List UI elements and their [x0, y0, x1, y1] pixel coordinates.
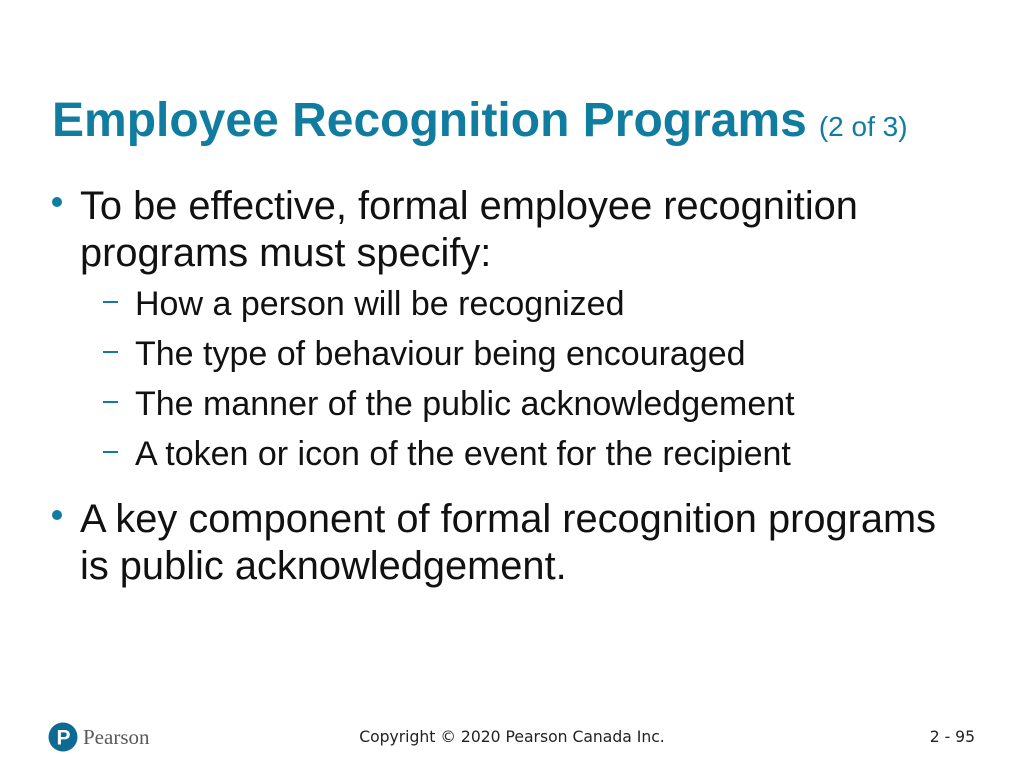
- sub-bullet-item: [0, 379, 1024, 429]
- title-text: Employee Recognition Programs: [52, 94, 807, 147]
- bullet-dot-icon: [52, 197, 62, 207]
- sub-bullet-item: [0, 329, 1024, 379]
- bullet-item: [0, 496, 1024, 590]
- copyright-notice: Copyright © 2020 Pearson Canada Inc.: [359, 728, 665, 746]
- dash-icon: [103, 301, 118, 303]
- title-part-indicator: (2 of 3): [818, 111, 908, 142]
- sub-bullet-item: [0, 279, 1024, 329]
- sub-bullet-text: The type of behaviour being encouraged: [135, 335, 746, 373]
- bullet-text: To be effective, formal employee recognition programs must specify:: [80, 184, 858, 275]
- logo-wordmark: Pearson: [83, 725, 150, 749]
- sub-bullet-list: [0, 279, 1024, 479]
- logo-letter: P: [56, 726, 71, 750]
- sub-bullet-text: The manner of the public acknowledgement: [135, 385, 795, 423]
- slide-number: 2 - 95: [929, 728, 975, 746]
- bullet-text: A key component of formal recognition programs is public acknowledgement.: [80, 497, 937, 588]
- sub-bullet-text: How a person will be recognized: [135, 285, 625, 323]
- dash-icon: [103, 451, 118, 453]
- slide-title: [52, 93, 908, 155]
- bullet-item: [0, 183, 1024, 277]
- dash-icon: [103, 401, 118, 403]
- sub-bullet-item: [0, 429, 1024, 479]
- dash-icon: [103, 351, 118, 353]
- sub-bullet-text: A token or icon of the event for the recipient: [135, 435, 791, 473]
- bullet-dot-icon: [52, 510, 62, 520]
